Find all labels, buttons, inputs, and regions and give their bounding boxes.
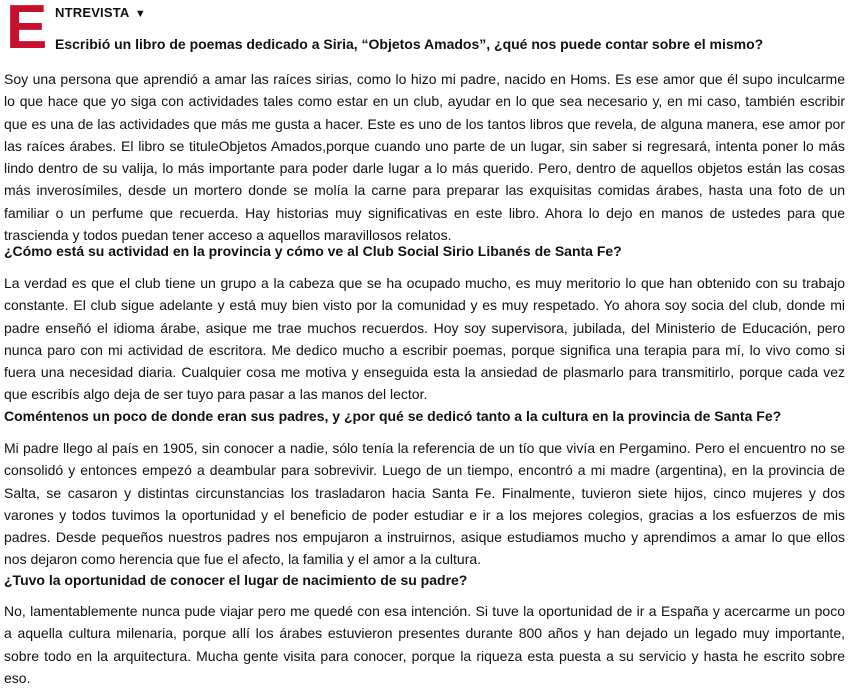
answer-block-4 [4, 600, 845, 689]
question-block-3 [4, 406, 845, 426]
answer-block-1 [4, 68, 845, 246]
section-label-text: NTREVISTA [55, 5, 130, 20]
interview-header [4, 0, 845, 62]
interview-page [4, 0, 845, 686]
question-4: ¿Tuvo la oportunidad de conocer el lugar de nacimiento de su padre? [4, 572, 468, 588]
question-3: Coméntenos un poco de donde eran sus padres, y ¿por qué se dedicó tanto a la cultura en la provincia de Santa Fe? [4, 408, 782, 424]
answer-2: La verdad es que el club tiene un grupo a la cabeza que se ha ocupado mucho, es muy meritorio lo que han obtenido con su trabajo constante. El club sigue adelante y está muy bien visto por la comunidad y es muy respetado. Yo ahora soy socia del club, donde mi padre enseñó el idioma árabe, asique me trae muchos recuerdos. Hoy soy supervisora, jubilada, del Ministerio de Educación, pero nunca paro con mi actividad de escritora. Me dedico mucho a escribir poemas, porque significa una terapia para mí, lo vivo como si fuera una necesidad diaria. Cualquier cosa me motiva y enseguida esta la ansiedad de plasmarlo para transmitirlo, porque cada vez que escribís algo deja de ser tuyo para pasar a las manos del lector. [4, 275, 845, 403]
answer-3: Mi padre llego al país en 1905, sin conocer a nadie, sólo tenía la referencia de un tío que vivía en Pergamino. Pero el encuentro no se consolidó y entonces empezó a deambular para sobrevivir. Luego de un tiempo, encontró a mi madre (argentina), en la provincia de Salta, se casaron y distintas circunstancias los trasladaron hacia Santa Fe. Finalmente, tuvieron siete hijos, cinco mujeres y dos varones y todos tuvimos la oportunidad y el beneficio de poder estudiar e ir a los mejores colegios, gracias a los esfuerzos de mis padres. Desde pequeños nuestros padres nos empujaron a instruirnos, asique estudiamos mucho y aprendimos a amar lo que ellos nos dejaron como herencia que fue el afecto, la familia y el amor a la cultura. [4, 440, 845, 568]
answer-block-3 [4, 437, 845, 571]
question-1: Escribió un libro de poemas dedicado a Siria, “Objetos Amados”, ¿qué nos puede contar sobre el mismo? [55, 36, 764, 52]
question-block-4 [4, 570, 845, 590]
drop-cap-letter: E [6, 0, 48, 62]
dropdown-arrow-icon: ▼ [134, 8, 146, 20]
answer-4: No, lamentablemente nunca pude viajar pero me quedé con esa intención. Si tuve la oportunidad de ir a España y acercarme un poco a aquella cultura milenaria, porque allí los árabes estuvieron presentes durante 800 años y han dejado un legado muy importante, sobre todo en la arquitectura. Mucha gente visita para conocer, porque la riqueza esta puesta a su servicio y hasta he escrito sobre eso. [4, 603, 845, 686]
question-2: ¿Cómo está su actividad en la provincia y cómo ve al Club Social Sirio Libanés de Santa Fe? [4, 243, 622, 259]
answer-block-2 [4, 272, 845, 406]
section-label [55, 5, 146, 20]
answer-1: Soy una persona que aprendió a amar las raíces sirias, como lo hizo mi padre, nacido en Homs. Es ese amor que él supo inculcarme lo que hace que yo siga con actividades tales como estar en un club, ayudar en lo que sea necesario y, en mi caso, también escribir que es una de las actividades que más me gusta a hacer. Este es uno de los tantos libros que revela, de alguna manera, ese amor por las raíces árabes. El libro se tituleObjetos Amados,porque cuando uno parte de un lugar, sin saber si regresará, intenta poner lo más lindo dentro de su valija, lo más importante para poder darle lugar a lo más querido. Pero, dentro de aquellos objetos están las cosas más inverosímiles, desde un mortero donde se molía la carne para preparar las exquisitas comidas árabes, hasta una foto de un familiar o un perfume que recuerda. Hay historias muy significativas en este libro. Ahora lo dejo en manos de ustedes para que trascienda y todos puedan tener acceso a aquellos maravillosos relatos. [4, 71, 845, 244]
question-block-2 [4, 241, 845, 261]
